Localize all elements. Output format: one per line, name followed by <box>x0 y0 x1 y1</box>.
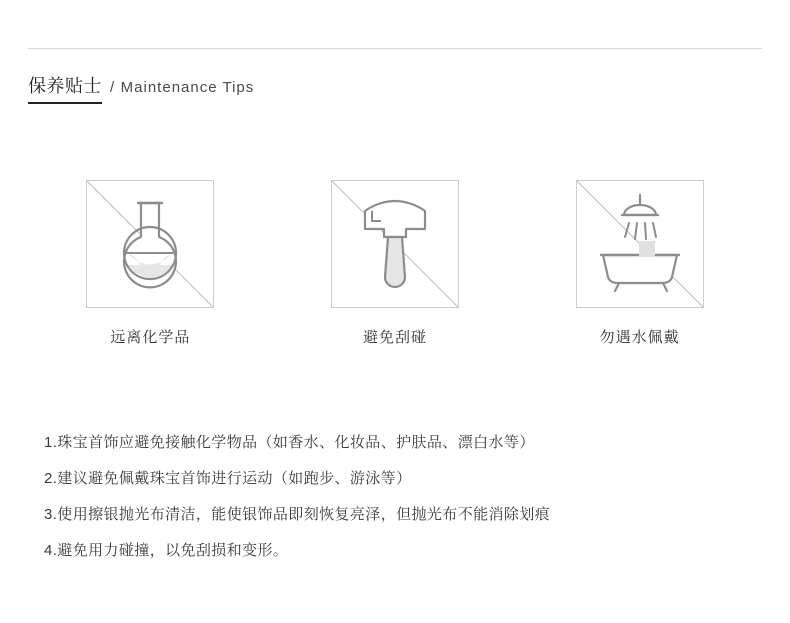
page-title-cn: 保养贴士 <box>28 72 102 104</box>
care-icon-caption: 远离化学品 <box>110 329 191 346</box>
page-title-separator: / <box>110 79 115 96</box>
care-note-line: 3.使用擦银抛光布清洁，能使银饰品即刻恢复亮泽，但抛光布不能消除划痕 <box>44 506 551 523</box>
page-title <box>28 72 254 104</box>
page-title-en: Maintenance Tips <box>120 79 255 96</box>
shower-no-water-icon <box>576 180 704 308</box>
care-note-line: 4.避免用力碰撞，以免刮损和变形。 <box>44 542 289 559</box>
care-notes-list <box>44 425 754 569</box>
care-icon-item-chemicals <box>50 180 250 347</box>
care-note-line: 2.建议避免佩戴珠宝首饰进行运动（如跑步、游泳等） <box>44 470 412 487</box>
care-icon-item-water <box>540 180 740 347</box>
care-icon-item-scratch <box>295 180 495 347</box>
hammer-no-scratch-icon <box>331 180 459 308</box>
care-icon-caption: 避免刮碰 <box>362 329 427 346</box>
top-divider <box>28 48 762 49</box>
care-icons-row <box>28 180 762 347</box>
care-note-line: 1.珠宝首饰应避免接触化学物品（如香水、化妆品、护肤品、漂白水等） <box>44 434 535 451</box>
flask-no-chemicals-icon <box>86 180 214 308</box>
care-icon-caption: 勿遇水佩戴 <box>599 329 680 346</box>
